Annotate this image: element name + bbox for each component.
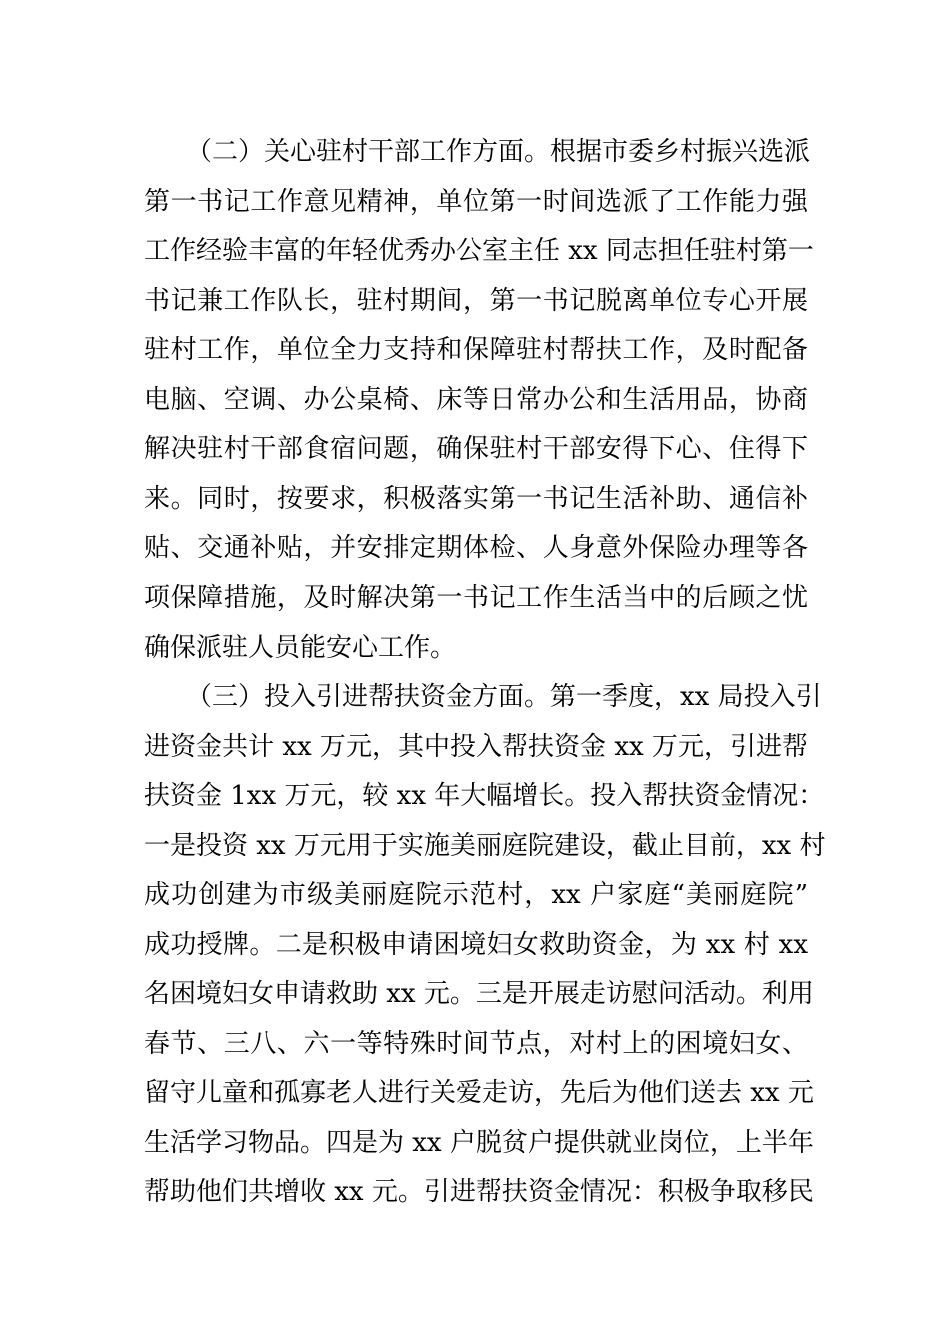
paragraph-2-line-8: 来。同时，按要求，积极落实第一书记生活补助、通信补 — [144, 484, 808, 514]
paragraph-3-line-10: 生活学习物品。四是为 xx 户脱贫户提供就业岗位，上半年 — [144, 1128, 814, 1158]
paragraph-3-line-6: 成功授牌。二是积极申请困境妇女救助资金，为 xx 村 xx — [144, 930, 808, 960]
paragraph-3-line-8: 春节、三八、六一等特殊时间节点，对村上的困境妇女、 — [144, 1029, 808, 1059]
paragraph-2-line-6: 电脑、空调、办公桌椅、床等日常办公和生活用品，协商 — [144, 385, 808, 415]
paragraph-3-line-5: 成功创建为市级美丽庭院示范村，xx 户家庭“美丽庭院” — [144, 880, 808, 910]
paragraph-3-line-7: 名困境妇女申请救助 xx 元。三是开展走访慰问活动。利用 — [144, 979, 814, 1009]
paragraph-2-line-2: 第一书记工作意见精神，单位第一时间选派了工作能力强 — [144, 187, 808, 217]
paragraph-2-line-7: 解决驻村干部食宿问题，确保驻村干部安得下心、住得下 — [144, 434, 808, 464]
paragraph-3-line-9: 留守儿童和孤寡老人进行关爱走访，先后为他们送去 xx 元 — [144, 1078, 814, 1108]
paragraph-3-line-3: 扶资金 1xx 万元，较 xx 年大幅增长。投入帮扶资金情况： — [144, 781, 825, 811]
paragraph-2-line-1: （二）关心驻村干部工作方面。根据市委乡村振兴选派 — [186, 137, 811, 167]
paragraph-3-line-4: 一是投资 xx 万元用于实施美丽庭院建设，截止目前，xx 村 — [144, 831, 826, 861]
paragraph-2-line-9: 贴、交通补贴，并安排定期体检、人身意外保险办理等各 — [144, 533, 808, 563]
paragraph-2-line-3: 工作经验丰富的年轻优秀办公室主任 xx 同志担任驻村第一 — [144, 236, 814, 266]
paragraph-3-line-1: （三）投入引进帮扶资金方面。第一季度，xx 局投入引 — [186, 682, 822, 712]
paragraph-3-line-11: 帮助他们共增收 xx 元。引进帮扶资金情况：积极争取移民 — [144, 1177, 814, 1207]
paragraph-2-line-11: 确保派驻人员能安心工作。 — [144, 633, 457, 663]
paragraph-3-line-2: 进资金共计 xx 万元，其中投入帮扶资金 xx 万元，引进帮 — [144, 732, 808, 762]
paragraph-2-line-4: 书记兼工作队长，驻村期间，第一书记脱离单位专心开展 — [144, 286, 808, 316]
paragraph-2-line-10: 项保障措施，及时解决第一书记工作生活当中的后顾之忧 — [144, 583, 808, 613]
paragraph-2-line-5: 驻村工作，单位全力支持和保障驻村帮扶工作，及时配备 — [144, 335, 808, 365]
